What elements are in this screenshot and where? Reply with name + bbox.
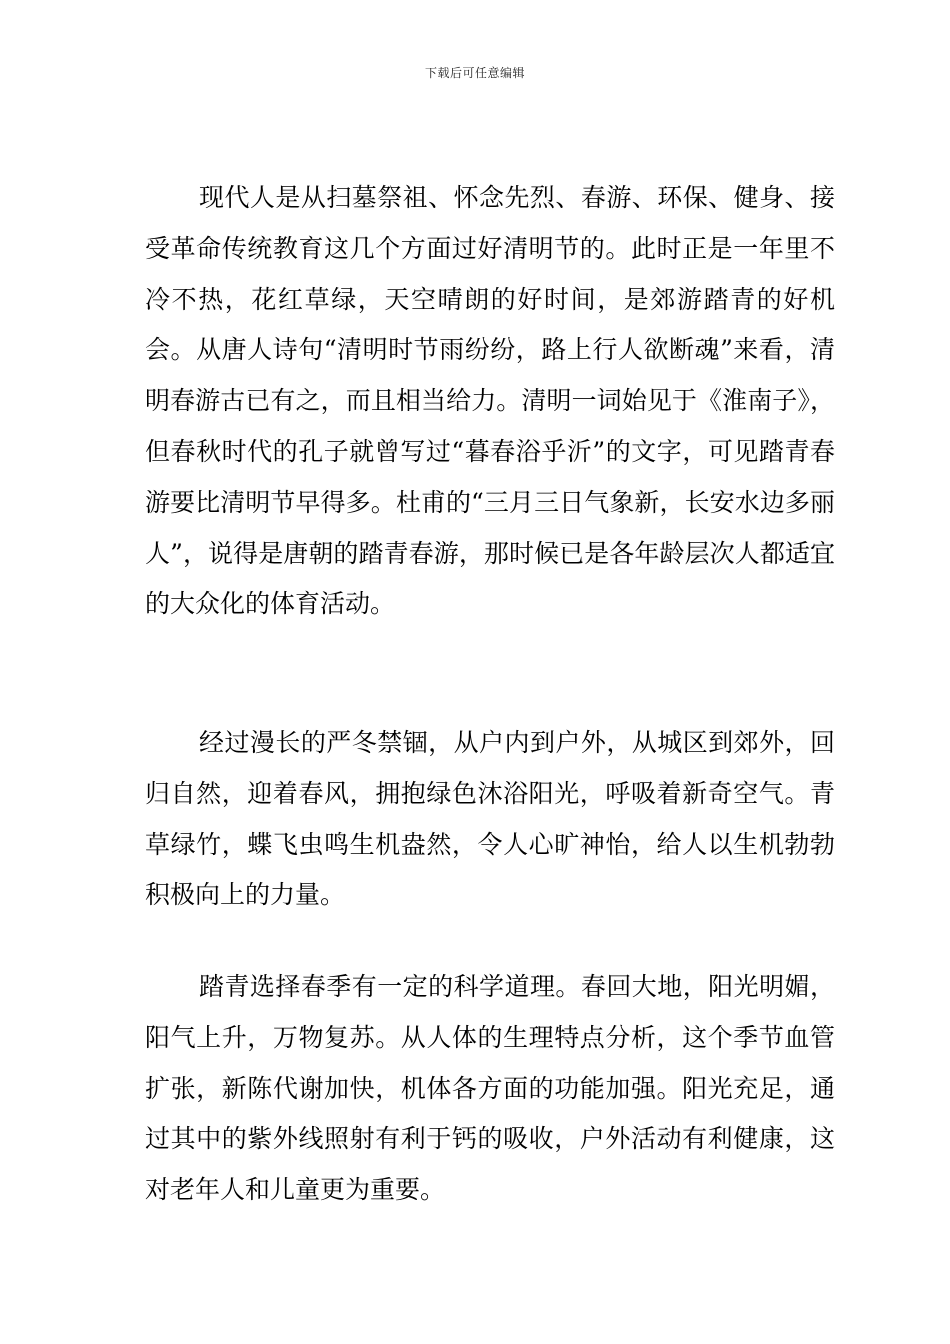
body-paragraph-3: 踏青选择春季有一定的科学道理。春回大地，阳光明媚，阳气上升，万物复苏。从人体的生理特点分析，这个季节血管扩张，新陈代谢加快，机体各方面的功能加强。阳光充足，通过其中的紫外线照射有利于钙的吸收，户外活动有利健康，这对老年人和儿童更为重要。	[145, 972, 835, 1205]
page-header: 下载后可任意编辑	[424, 66, 525, 80]
body-paragraph-2: 经过漫长的严冬禁锢，从户内到户外，从城区到郊外，回归自然，迎着春风，拥抱绿色沐浴阳光，呼吸着新奇空气。青草绿竹，蝶飞虫鸣生机盎然，令人心旷神怡，给人以生机勃勃积极向上的力量。	[145, 728, 835, 910]
body-paragraph-1: 现代人是从扫墓祭祖、怀念先烈、春游、环保、健身、接受革命传统教育这几个方面过好清明节的。此时正是一年里不冷不热，花红草绿，天空晴朗的好时间，是郊游踏青的好机会。从唐人诗句“清明时节雨纷纷，路上行人欲断魂”来看，清明春游古已有之，而且相当给力。清明一词始见于《淮南子》，但春秋时代的孔子就曾写过“暮春浴乎沂”的文字，可见踏青春游要比清明节早得多。杜甫的“三月三日气象新，长安水边多丽人”，说得是唐朝的踏青春游，那时候已是各年龄层次人都适宜的大众化的体育活动。	[145, 183, 835, 619]
